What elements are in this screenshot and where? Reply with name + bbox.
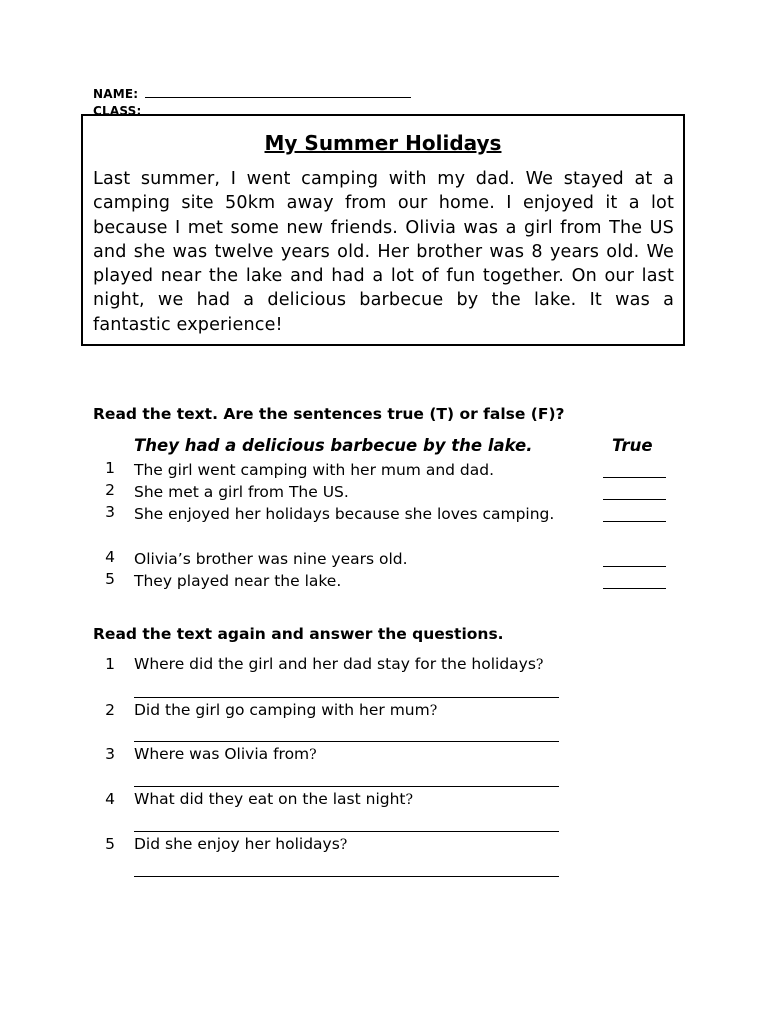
question-text: Did the girl go camping with her mum? [134,701,438,719]
name-label: NAME: [93,87,139,101]
tf-answer-blank[interactable] [603,588,666,589]
answer-line[interactable] [134,876,559,877]
question-number: 5 [105,835,115,853]
answer-line[interactable] [134,786,559,787]
tf-item-text: She met a girl from The US. [134,483,349,501]
answer-line[interactable] [134,697,559,698]
tf-item-number: 5 [105,570,115,588]
tf-answer-blank[interactable] [603,499,666,500]
answer-line[interactable] [134,831,559,832]
tf-item-text: The girl went camping with her mum and dad. [134,461,495,479]
question-number: 2 [105,701,115,719]
answer-line[interactable] [134,741,559,742]
question-number: 1 [105,655,115,673]
tf-item-text: She enjoyed her holidays because she loves camping. [134,505,555,523]
example-answer: True [612,436,653,455]
question-text: What did they eat on the last night? [134,790,414,808]
tf-item-number: 4 [105,548,115,566]
tf-item-text: They played near the lake. [134,572,342,590]
tf-answer-blank[interactable] [603,566,666,567]
class-label: CLASS: [93,104,142,118]
question-number: 4 [105,790,115,808]
tf-item-text: Olivia’s brother was nine years old. [134,550,408,568]
tf-item-number: 2 [105,481,115,499]
tf-item-number: 1 [105,459,115,477]
true-false-instruction: Read the text. Are the sentences true (T) or false (F)? [93,405,565,423]
reading-text: Last summer, I went camping with my dad. We stayed at a camping site 50km away from our home. I enjoyed it a lot because I met some new friends. Olivia was a girl from The US and she was twelve years old. Her brother was 8 years old. We played near the lake and had a lot of fun together. On our last night, we had a delicious barbecue by the lake. It was a fantastic experience! [93,169,674,335]
name-line [93,87,411,101]
tf-item-number: 3 [105,503,115,521]
example-sentence: They had a delicious barbecue by the lake. [134,436,533,455]
question-number: 3 [105,745,115,763]
name-blank[interactable] [145,97,411,98]
reading-title: My Summer Holidays [264,131,502,155]
tf-answer-blank[interactable] [603,521,666,522]
questions-instruction: Read the text again and answer the questions. [93,625,504,643]
tf-answer-blank[interactable] [603,477,666,478]
question-text: Where was Olivia from? [134,745,317,763]
question-text: Did she enjoy her holidays? [134,835,348,853]
question-text: Where did the girl and her dad stay for the holidays? [134,655,544,673]
